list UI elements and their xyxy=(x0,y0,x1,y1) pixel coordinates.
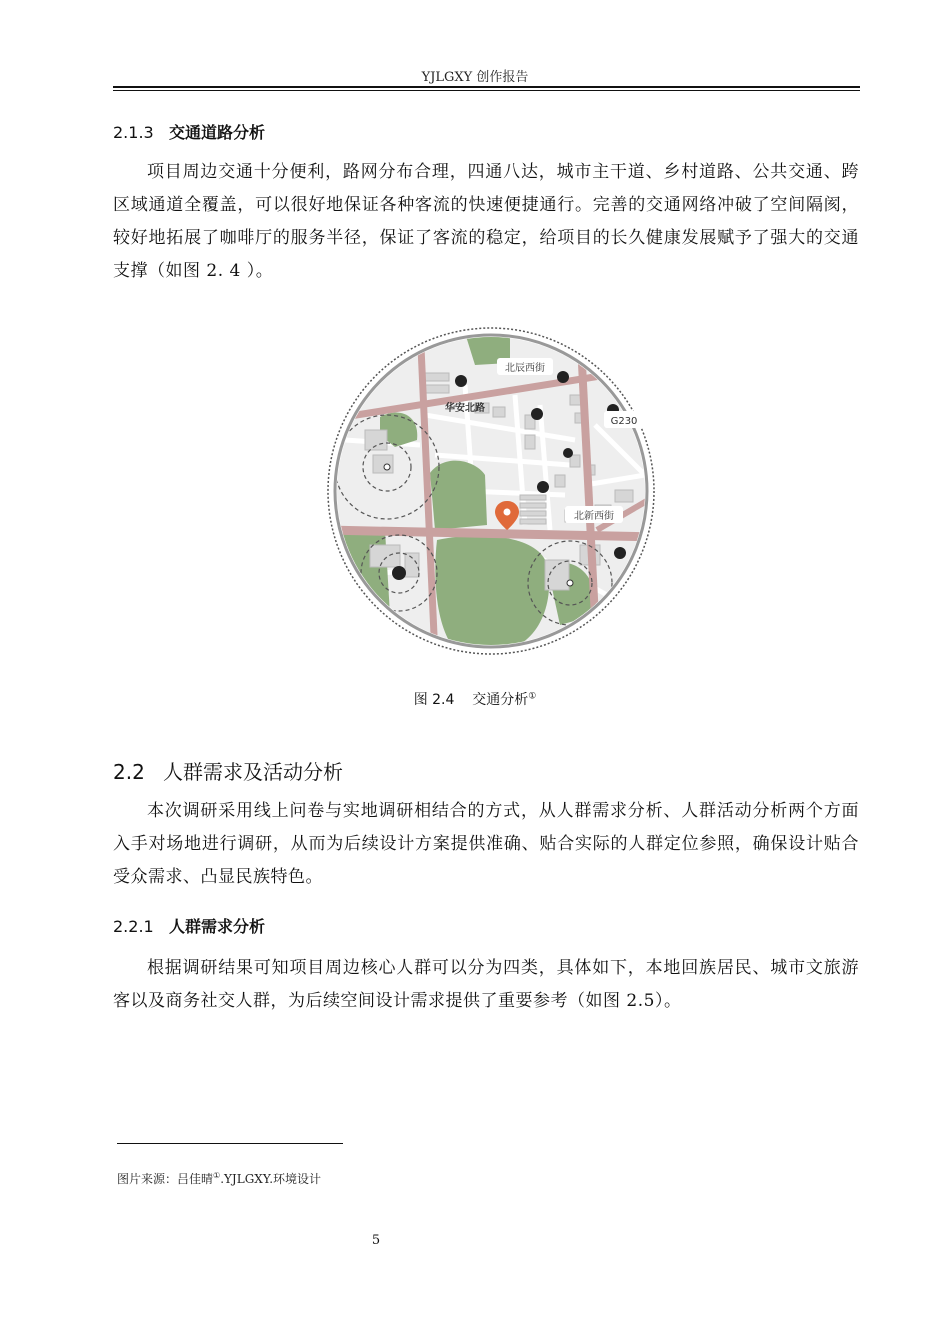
heading-2-1-3 xyxy=(113,120,265,143)
footnote-rule xyxy=(117,1143,343,1144)
running-header: YJLGXY 创作报告 xyxy=(421,70,529,85)
traffic-map xyxy=(325,325,657,657)
heading-2-2 xyxy=(113,756,343,785)
heading-number: 2.1.3 xyxy=(113,123,154,142)
footnote-suffix: .YJLGXY.环境设计 xyxy=(220,1172,322,1186)
green-park-center xyxy=(430,461,487,530)
figure-caption xyxy=(0,689,950,709)
heading-title: 交通道路分析 xyxy=(169,123,266,142)
green-park-south xyxy=(435,536,549,650)
footnote-mark: ① xyxy=(213,1171,221,1180)
footnote xyxy=(117,1170,321,1187)
caption-footnote-mark: ① xyxy=(528,691,537,702)
label-huaan-beilu: 华安北路 xyxy=(445,403,485,414)
heading-number: 2.2 xyxy=(113,760,145,784)
label-beixin-xijie: 北新西街 xyxy=(574,511,614,522)
page-number: 5 xyxy=(371,1233,381,1248)
paragraph-traffic: 项目周边交通十分便利，路网分布合理，四通八达，城市主干道、乡村道路、公共交通、跨区域通道全覆盖，可以很好地保证各种客流的快速便捷通行。完善的交通网络冲破了空间隔阂，较好地拓展了咖啡厅的服务半径，保证了客流的稳定，给项目的长久健康发展赋予了强大的交通支撑（如图 2. 4 ）。 xyxy=(113,162,859,281)
heading-2-2-1 xyxy=(113,914,265,937)
label-g230: G230 xyxy=(610,416,638,427)
heading-title: 人群需求分析 xyxy=(169,917,266,936)
paragraph-crowd: 本次调研采用线上问卷与实地调研相结合的方式，从人群需求分析、人群活动分析两个方面入手对场地进行调研，从而为后续设计方案提供准确、贴合实际的人群定位参照，确保设计贴合受众需求、凸显民族特色。 xyxy=(113,801,859,887)
caption-title: 交通分析 xyxy=(472,692,529,708)
header-rule-thick xyxy=(113,86,860,88)
heading-title: 人群需求及活动分析 xyxy=(163,760,343,784)
paragraph-needs: 根据调研结果可知项目周边核心人群可以分为四类，具体如下，本地回族居民、城市文旅游客以及商务社交人群，为后续空间设计需求提供了重要参考（如图 2.5）。 xyxy=(113,958,859,1011)
footnote-prefix: 图片来源：吕佳晴 xyxy=(117,1172,214,1186)
heading-number: 2.2.1 xyxy=(113,917,154,936)
label-beichen-xijie: 北辰西街 xyxy=(505,363,545,374)
header-rule-thin xyxy=(113,90,860,91)
traffic-map-figure xyxy=(325,325,657,657)
caption-prefix: 图 2.4 xyxy=(413,692,455,708)
